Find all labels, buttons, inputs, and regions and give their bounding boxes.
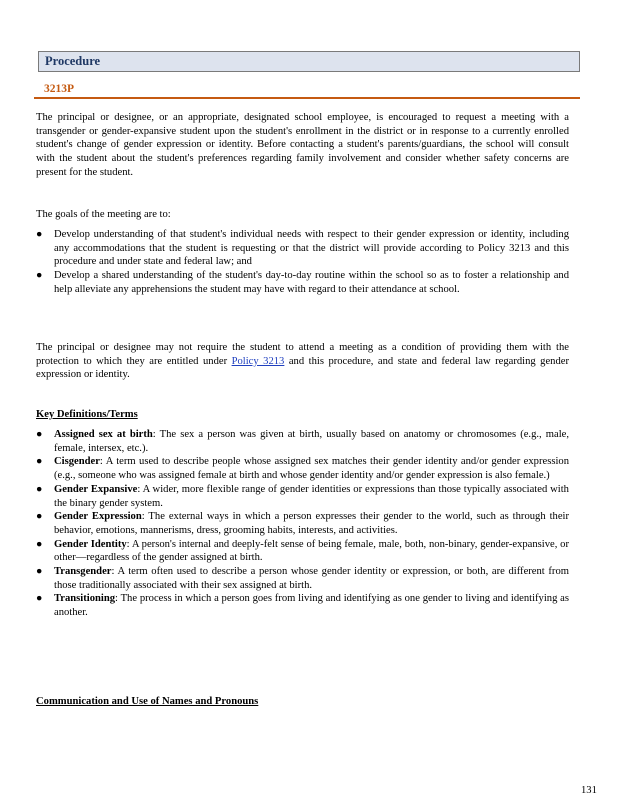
bullet-icon: ●	[36, 270, 43, 282]
closing-text-before: The principal or designee may not require the student to attend a meeting as a condition of providing them with the protection to which they are entitled under	[36, 342, 569, 367]
definition-term: Assigned sex at birth	[54, 429, 153, 440]
definition-text: : A wider, more flexible range of gender identities or expressions than those typically associated with the binary gender system.	[54, 483, 569, 509]
definition-text: : A person's internal and deeply-felt sense of being female, male, both, non-binary, gender-expansive, or other—regardless of the gender assigned at birth.	[54, 538, 569, 564]
goals-lead: The goals of the meeting are to:	[36, 209, 171, 220]
definitions-heading: Key Definitions/Terms	[36, 409, 138, 420]
bullet-icon: ●	[36, 566, 43, 578]
header-divider	[34, 97, 580, 99]
section-header-box	[38, 51, 580, 72]
bullet-icon: ●	[36, 511, 43, 523]
definition-text: : A term used to describe people whose assigned sex matches their gender identity and/or gender expression (e.g., someone who was assigned female at birth and whose gender identity and/or gender expression is also female.)	[54, 456, 569, 482]
definition-item	[36, 592, 569, 619]
definition-item	[36, 565, 569, 592]
bullet-icon: ●	[36, 429, 43, 440]
definition-term: Gender Expansive	[54, 483, 138, 495]
bullet-icon: ●	[36, 483, 43, 495]
definition-text: : The sex a person was given at birth, usually based on anatomy or chromosomes (e.g., male, female, intersex, etc.).	[54, 429, 569, 454]
bullet-icon: ●	[36, 538, 43, 550]
bullet-icon: ●	[36, 593, 43, 605]
list-item	[36, 269, 569, 296]
policy-code: 3213P	[44, 83, 75, 95]
section-title: Procedure	[45, 54, 101, 68]
definition-term: Cisgender	[54, 456, 100, 468]
policy-link[interactable]: Policy 3213	[231, 355, 285, 367]
definition-text: : The process in which a person goes from living and identifying as one gender to living and identifying as another.	[54, 593, 569, 619]
definition-term: Transgender	[54, 566, 112, 578]
definition-item	[36, 483, 569, 510]
bullet-icon: ●	[36, 456, 43, 468]
goal-text: Develop understanding of that student's individual needs with respect to their gender expression or identity, including any accommodations that the student is requesting or that the district will provide according to Policy 3213 and this procedure and under state and federal law; and	[54, 229, 569, 268]
definition-term: Gender Identity	[54, 538, 127, 550]
goals-list	[36, 228, 569, 297]
definition-term: Transitioning	[54, 593, 116, 605]
closing-paragraph	[36, 341, 569, 382]
list-item	[36, 228, 569, 269]
definition-term: Gender Expression	[54, 511, 142, 523]
definition-text: : The external ways in which a person expresses their gender to the world, such as through their behavior, emotions, mannerisms, dress, grooming habits, interests, and activities.	[54, 511, 569, 536]
definitions-list	[36, 428, 569, 620]
page-number: 131	[581, 785, 597, 796]
definition-item	[36, 510, 569, 537]
goal-text: Develop a shared understanding of the student's day-to-day routine within the school so as to foster a relationship and help alleviate any apprehensions the student may have with regard to their attendance at school.	[54, 270, 569, 295]
closing-text-after: and this procedure, and state and federal law regarding gender expression or identity.	[36, 355, 569, 381]
definition-text: : A term often used to describe a person whose gender identity or expression, or both, are different from those traditionally associated with their sex assigned at birth.	[54, 566, 569, 591]
definition-item	[36, 428, 569, 455]
definition-item	[36, 455, 569, 482]
communication-heading: Communication and Use of Names and Pronouns	[36, 696, 259, 707]
bullet-icon: ●	[36, 229, 43, 240]
definition-item	[36, 538, 569, 565]
intro-paragraph: The principal or designee, or an appropriate, designated school employee, is encouraged to request a meeting with a transgender or gender-expansive student upon the student's enrollment in the district or in response to a currently enrolled student's change of gender expression or identity. Before contacting a student's parents/guardians, the school will consult with the student about the student's preferences regarding family involvement and consider whether safety concerns are present for the student.	[36, 112, 569, 178]
